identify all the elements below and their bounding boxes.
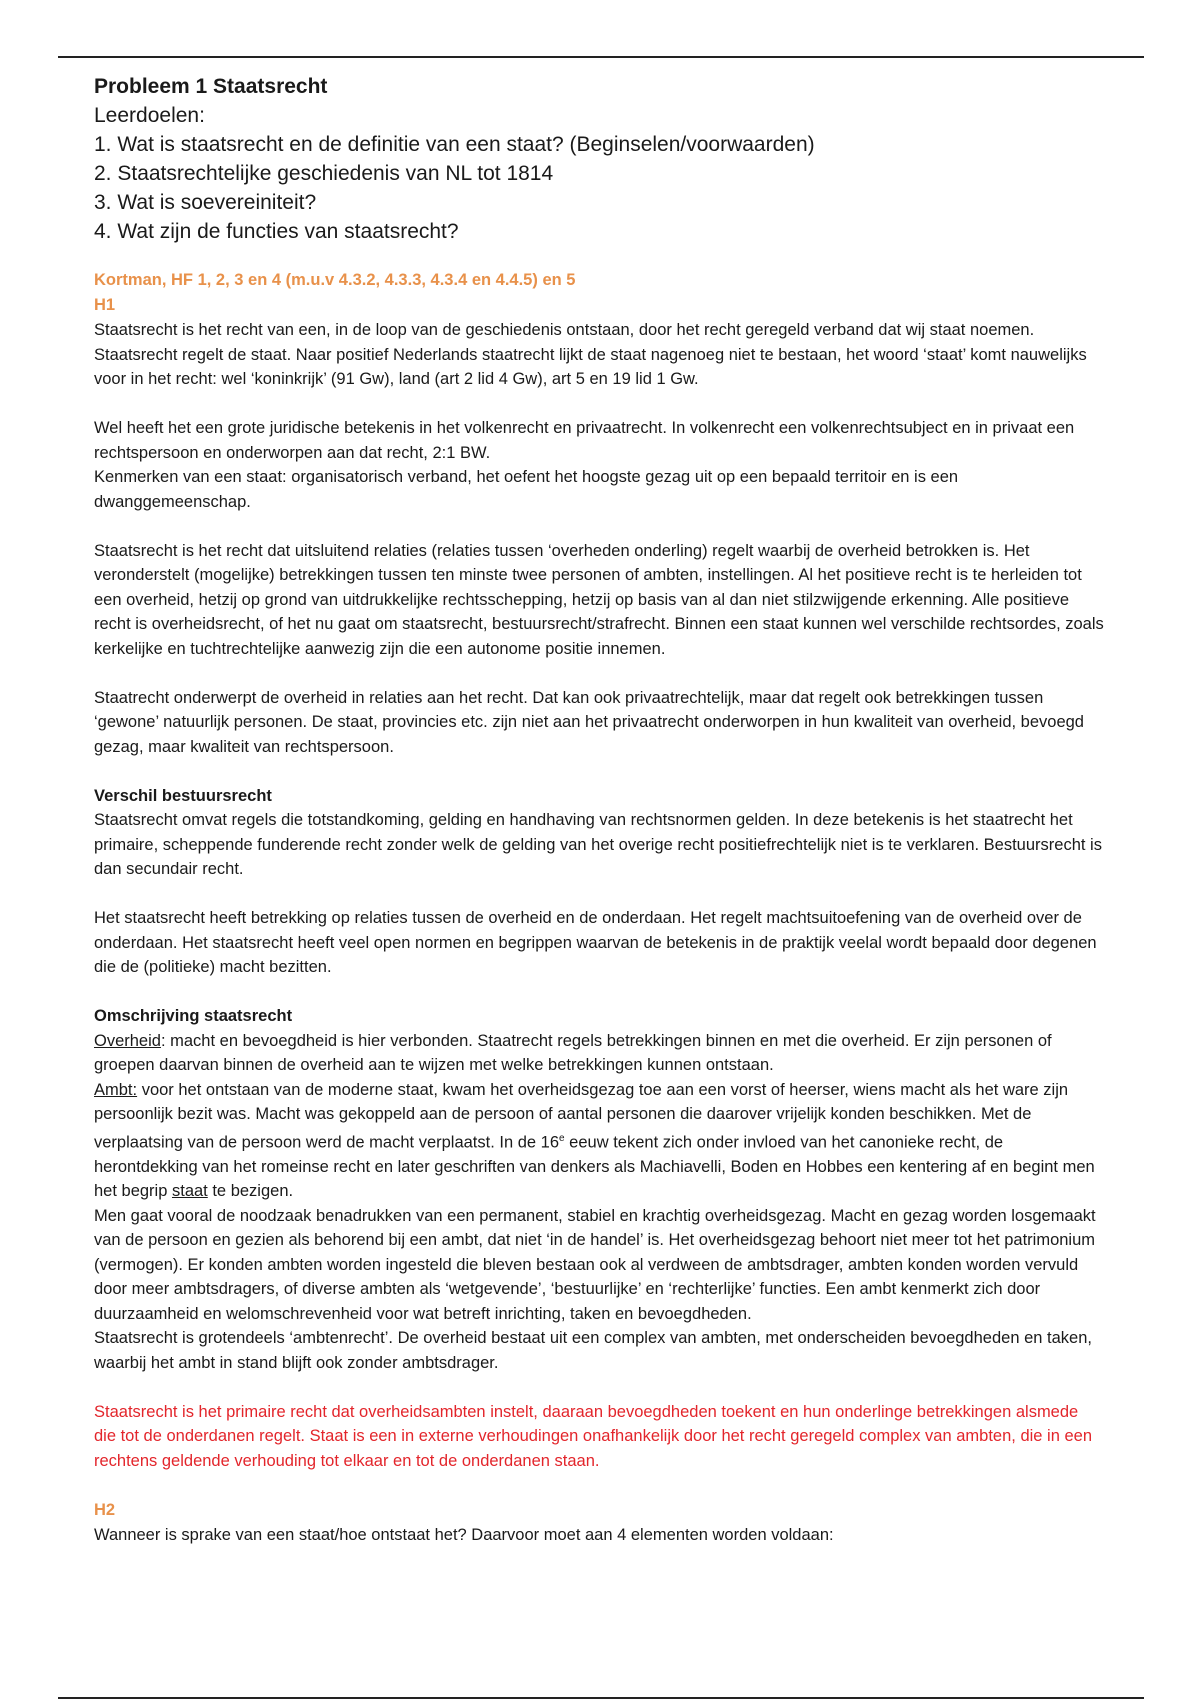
section-heading-omschrijving: Omschrijving staatsrecht [94, 1007, 293, 1025]
section-heading-verschil: Verschil bestuursrecht [94, 786, 272, 805]
paragraph: Men gaat vooral de noodzaak benadrukken van een permanent, stabiel en krachtig overheidsgezag. Macht en gezag worden losgemaakt van de persoon en gezien als behorend bij een ambt, dat niet ‘in de handel’ is. Het overheidsgezag behoort niet meer tot het patrimonium (vermogen). Er konden ambten worden ingesteld die bleven bestaan ook al verdween de ambtsdrager, ambten konden worden vervuld door meer ambtsdragers, of diverse ambten als ‘wetgevende’, ‘bestuurlijke’ en ‘rechterlijke’ functies. Een ambt kenmerkt zich door duurzaamheid en welomschrevenheid voor wat betreft inrichting, taken en bevoegdheden. [94, 1206, 1096, 1323]
spacer [94, 392, 1104, 417]
term-staat: staat [171, 1182, 208, 1200]
overheid-text: : macht en bevoegdheid is hier verbonden. Staatrecht regels betrekkingen binnen en met die overheid. Er zijn personen of groepen daarvan binnen de overheid aan te wijzen met welke betrekkingen kunnen ontstaan. [94, 1031, 1052, 1074]
paragraph-ambt [94, 1078, 1104, 1204]
paragraph: Staatsrecht omvat regels die totstandkoming, gelding en handhaving van rechtsnormen gelden. In deze betekenis is het staatrecht het primaire, scheppende funderende recht zonder welk de gelding van het overige recht positiefrechtelijk niet is te verklaren. Bestuursrecht is dan secundair recht. [94, 811, 1102, 878]
paragraph-overheid [94, 1029, 1104, 1078]
spacer [94, 882, 1104, 907]
spacer [94, 980, 1104, 1005]
bottom-rule [58, 1697, 1144, 1699]
learning-goals [94, 101, 1104, 246]
goal-item: 4. Wat zijn de functies van staatsrecht? [94, 220, 459, 243]
page-title: Probleem 1 Staatsrecht [94, 75, 328, 98]
chapter-heading-h2: H2 [94, 1500, 116, 1519]
spacer [94, 661, 1104, 686]
paragraph: Wel heeft het een grote juridische betekenis in het volkenrecht en privaatrecht. In volkenrecht een volkenrechtsubject en in privaat een rechtspersoon en onderworpen aan dat recht, 2:1 BW. [94, 419, 1075, 462]
ambt-text: te bezigen. [207, 1182, 294, 1200]
paragraph: Kenmerken van een staat: organisatorisch verband, het oefent het hoogste gezag uit op een bepaald territoir en is een dwanggemeenschap. [94, 468, 959, 511]
superscript: e [559, 1132, 565, 1144]
paragraph: Het staatsrecht heeft betrekking op relaties tussen de overheid en de onderdaan. Het regelt machtsuitoefening van de overheid over de onderdaan. Het staatsrecht heeft veel open normen en begrippen waarvan de betekenis in de praktijk veelal wordt bepaald door degenen die de (politieke) macht bezitten. [94, 909, 1097, 976]
spacer [94, 514, 1104, 539]
ambt-text: eeuw tekent zich onder invloed van het canonieke recht, de herontdekking van het romeinse recht en later geschriften van denkers als Machiavelli, Boden en Hobbes een kentering af en begint men het begrip [94, 1133, 1095, 1200]
source-reference: Kortman, HF 1, 2, 3 en 4 (m.u.v 4.3.2, 4.3.3, 4.3.4 en 4.4.5) en 5 [94, 271, 576, 289]
ambt-text: voor het ontstaan van de moderne staat, kwam het overheidsgezag toe aan een vorst of heerser, wiens macht als het ware zijn persoonlijk bezit was. Macht was gekoppeld aan de persoon of aantal personen die daarover vrijelijk konden beschikken. Met de verplaatsing van de persoon werd de macht verplaatst. In de 16 [94, 1080, 1069, 1151]
top-rule [58, 56, 1144, 58]
document-page [94, 72, 1104, 1547]
goal-item: 1. Wat is staatsrecht en de definitie van een staat? (Beginselen/voorwaarden) [94, 133, 815, 156]
paragraph: Staatrecht onderwerpt de overheid in relaties aan het recht. Dat kan ook privaatrechtelijk, maar dat regelt ook betrekkingen tussen ‘gewone’ natuurlijk personen. De staat, provincies etc. zijn niet aan het privaatrecht onderworpen in hun kwaliteit van overheid, bevoegd gezag, maar kwaliteit van rechtspersoon. [94, 688, 1084, 756]
spacer [94, 759, 1104, 784]
paragraph: Staatsrecht is het recht van een, in de loop van de geschiedenis ontstaan, door het recht geregeld verband dat wij staat noemen. Staatsrecht regelt de staat. Naar positief Nederlands staatrecht lijkt de staat nagenoeg niet te bestaan, het woord ‘staat’ komt nauwelijks voor in het recht: wel ‘koninkrijk’ (91 Gw), land (art 2 lid 4 Gw), art 5 en 19 lid 1 Gw. [94, 321, 1087, 388]
spacer [94, 1473, 1104, 1498]
goal-item: 3. Wat is soevereiniteit? [94, 191, 317, 214]
goal-item: 2. Staatsrechtelijke geschiedenis van NL tot 1814 [94, 162, 554, 185]
paragraph: Staatsrecht is grotendeels ‘ambtenrecht’. De overheid bestaat uit een complex van ambten, met onderscheiden bevoegdheden en taken, waarbij het ambt in stand blijft ook zonder ambtsdrager. [94, 1329, 1092, 1372]
definition-highlight: Staatsrecht is het primaire recht dat overheidsambten instelt, daaraan bevoegdheden toekent en hun onderlinge betrekkingen alsmede die tot de onderdanen regelt. Staat is een in externe verhoudingen onafhankelijk door het recht geregeld complex van ambten, die in een rechtens geldende verhouding tot elkaar en tot de onderdanen staan. [94, 1402, 1093, 1470]
spacer [94, 246, 1104, 268]
paragraph: Wanneer is sprake van een staat/hoe ontstaat het? Daarvoor moet aan 4 elementen worden voldaan: [94, 1525, 834, 1544]
paragraph: Staatsrecht is het recht dat uitsluitend relaties (relaties tussen ‘overheden onderling) regelt waarbij de overheid betrokken is. Het veronderstelt (mogelijke) betrekkingen tussen ten minste twee personen of ambten, instellingen. Al het positieve recht is te herleiden tot een overheid, hetzij op grond van uitdrukkelijke rechtsschepping, hetzij op basis van al dan niet stilzwijgende erkenning. Alle positieve recht is overheidsrecht, of het nu gaat om staatsrecht, bestuursrecht/strafrecht. Binnen een staat kunnen wel verschilde rechtsordes, zoals kerkelijke en tuchtrechtelijke aanwezig zijn die een autonome positie innemen. [94, 541, 1104, 658]
goals-label: Leerdoelen: [94, 104, 205, 127]
term-ambt: Ambt: [94, 1080, 138, 1099]
term-overheid: Overheid [94, 1031, 161, 1050]
spacer [94, 1375, 1104, 1400]
chapter-heading-h1: H1 [94, 296, 116, 314]
